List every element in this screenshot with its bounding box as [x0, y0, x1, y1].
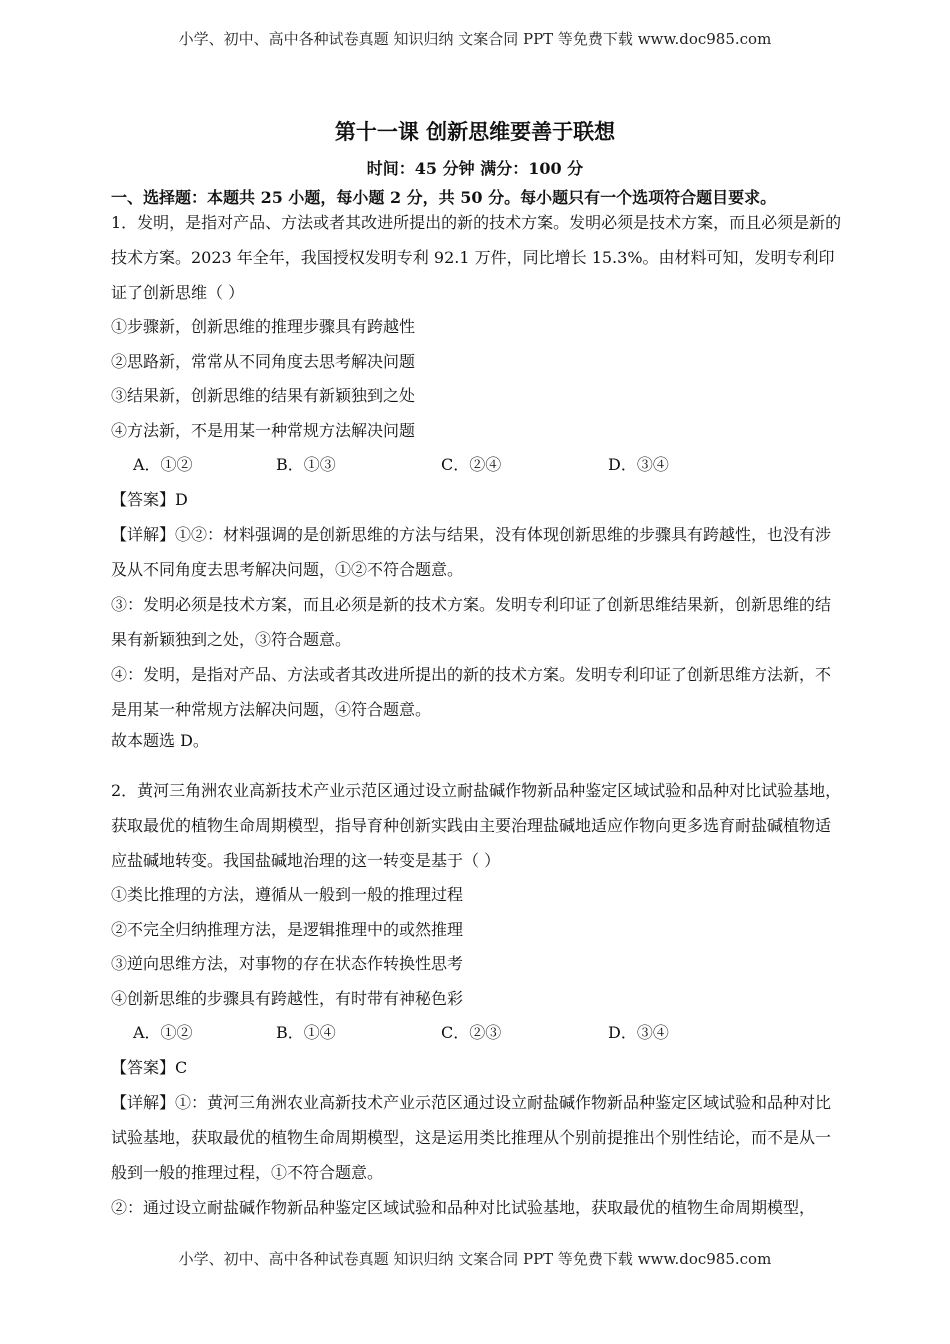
question-2-explain-1: 【详解】①：黄河三角洲农业高新技术产业示范区通过设立耐盐碱作物新品种鉴定区域试验和品种对比试验基地，获取最优的植物生命周期模型，这是运用类比推理从个别前提推出个别性结论，而不是从一般到一般的推理过程，①不符合题意。 — [111, 1093, 832, 1182]
question-1-explain-3: ④：发明，是指对产品、方法或者其改进所提出的新的技术方案。发明专利印证了创新思维方法新，不是用某一种常规方法解决问题，④符合题意。 — [111, 665, 832, 719]
question-2-item-3: ③逆向思维方法，对事物的存在状态作转换性思考 — [111, 954, 464, 973]
question-2-option-d: D．③④ — [608, 1023, 669, 1042]
exam-info: 时间：45 分钟 满分：100 分 — [366, 159, 584, 178]
question-1-stem: 1．发明，是指对产品、方法或者其改进所提出的新的技术方案。发明必须是技术方案，而且必须是新的技术方案。2023 年全年，我国授权发明专利 92.1 万件，同比增长 15.3%。由材料可知，发明专利印证了创新思维（ ） — [111, 213, 842, 302]
question-2-stem: 2．黄河三角洲农业高新技术产业示范区通过设立耐盐碱作物新品种鉴定区域试验和品种对比试验基地，获取最优的植物生命周期模型，指导育种创新实践由主要治理盐碱地适应作物向更多选育耐盐碱植物适应盐碱地转变。我国盐碱地治理的这一转变是基于（ ） — [111, 781, 842, 870]
question-2-option-a: A．①② — [133, 1023, 193, 1042]
question-1-answer: 【答案】D — [111, 489, 188, 509]
page-header: 小学、初中、高中各种试卷真题 知识归纳 文案合同 PPT 等免费下载 www.doc985.com — [178, 30, 772, 48]
question-1-item-4: ④方法新，不是用某一种常规方法解决问题 — [111, 420, 416, 440]
question-2-options — [111, 1016, 843, 1051]
question-2-answer: 【答案】C — [111, 1057, 188, 1077]
question-1-option-b: B．①③ — [276, 455, 336, 474]
question-1-item-3: ③结果新，创新思维的结果有新颖独到之处 — [111, 386, 416, 405]
page-title: 第十一课 创新思维要善于联想 — [334, 119, 616, 144]
question-1-option-a: A．①② — [133, 455, 193, 474]
question-1-options — [111, 448, 843, 483]
question-1-explain-1: 【详解】①②：材料强调的是创新思维的方法与结果，没有体现创新思维的步骤具有跨越性，也没有涉及从不同角度去思考解决问题，①②不符合题意。 — [111, 525, 832, 579]
section-heading: 一、选择题：本题共 25 小题，每小题 2 分，共 50 分。每小题只有一个选项符合题目要求。 — [111, 188, 777, 207]
question-1-conclusion: 故本题选 D。 — [111, 731, 209, 750]
question-1-item-1: ①步骤新，创新思维的推理步骤具有跨越性 — [111, 317, 416, 336]
question-2-explain-2: ②：通过设立耐盐碱作物新品种鉴定区域试验和品种对比试验基地，获取最优的植物生命周期模型， — [111, 1198, 816, 1217]
question-1-item-2: ②思路新，常常从不同角度去思考解决问题 — [111, 351, 416, 371]
question-2-item-4: ④创新思维的步骤具有跨越性，有时带有神秘色彩 — [111, 988, 464, 1008]
question-2-item-1: ①类比推理的方法，遵循从一般到一般的推理过程 — [111, 885, 464, 904]
page-footer: 小学、初中、高中各种试卷真题 知识归纳 文案合同 PPT 等免费下载 www.doc985.com — [178, 1250, 772, 1268]
question-2-item-2: ②不完全归纳推理方法，是逻辑推理中的或然推理 — [111, 919, 464, 939]
question-2-option-b: B．①④ — [276, 1023, 336, 1042]
question-1-option-d: D．③④ — [608, 455, 669, 474]
question-1-explain-2: ③：发明必须是技术方案，而且必须是新的技术方案。发明专利印证了创新思维结果新，创新思维的结果有新颖独到之处，③符合题意。 — [111, 595, 832, 649]
question-1-option-c: C．②④ — [441, 455, 502, 474]
question-1 — [111, 205, 843, 754]
question-2-option-c: C．②③ — [441, 1023, 502, 1042]
question-2 — [111, 773, 843, 1225]
